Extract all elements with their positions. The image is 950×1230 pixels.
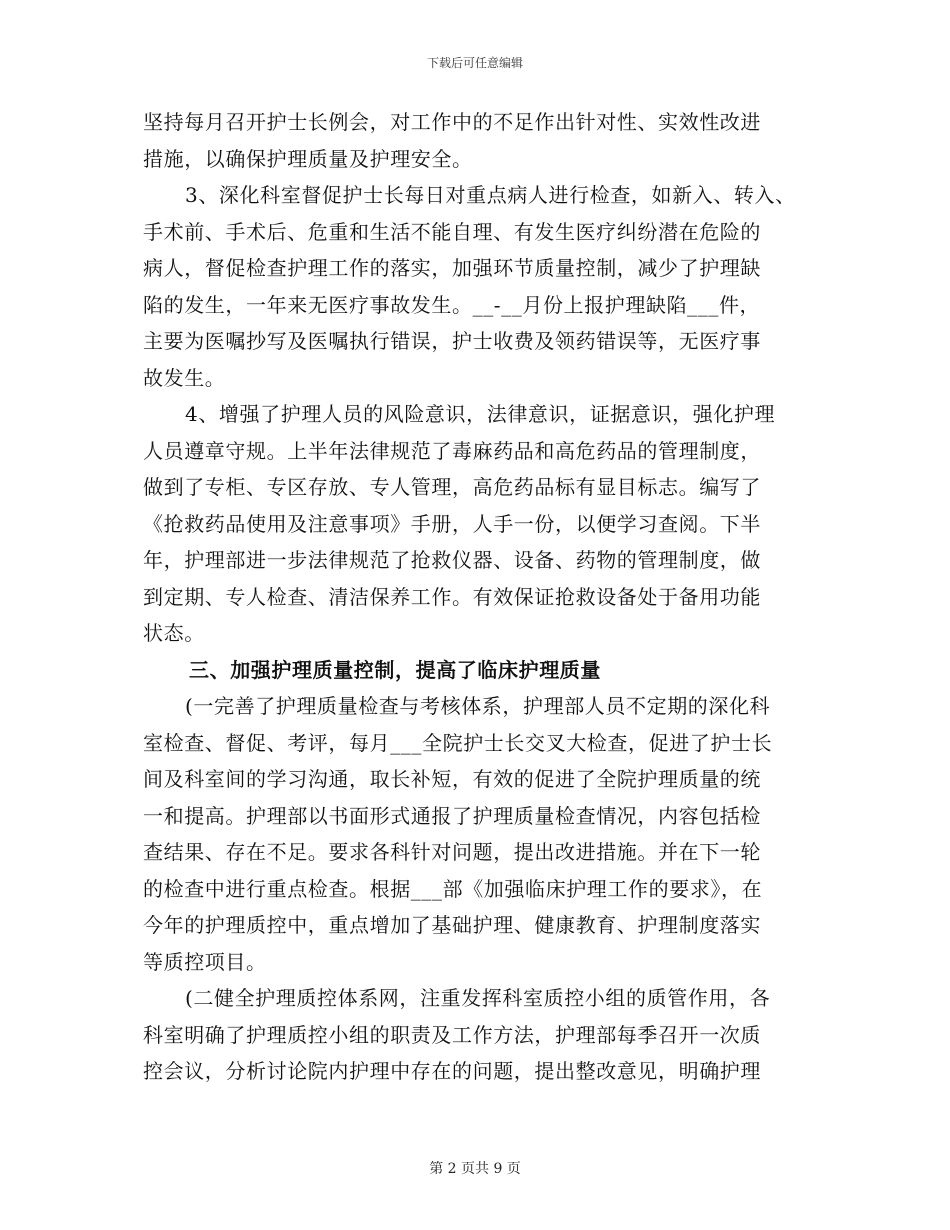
- text-line: 科室明确了护理质控小组的职责及工作方法，护理部每季召开一次质: [143, 1022, 761, 1047]
- text-line: 故发生。: [143, 365, 226, 390]
- text-line: 做到了专柜、专区存放、专人管理，高危药品标有显目标志。编写了: [143, 475, 761, 499]
- text-line: 措施，以确保护理质量及护理安全。: [143, 146, 473, 171]
- text-line: 控会议，分析讨论院内护理中存在的问题，提出整改意见，明确护理: [143, 1059, 761, 1083]
- text-line: 年，护理部进一步法律规范了抢救仪器、设备、药物的管理制度，做: [143, 548, 761, 572]
- text-line: 等质控项目。: [143, 949, 267, 974]
- section-heading: 三、加强护理质量控制，提高了临床护理质量: [189, 657, 601, 682]
- text-line: 查结果、存在不足。要求各科针对问题，提出改进措施。并在下一轮: [143, 840, 761, 864]
- text-line: 一和提高。护理部以书面形式通报了护理质量检查情况，内容包括检: [143, 803, 761, 828]
- text-line: 到定期、专人检查、清洁保养工作。有效保证抢救设备处于备用功能: [143, 584, 761, 609]
- text-line: (二健全护理质控体系网，注重发挥科室质控小组的质管作用，各: [185, 986, 771, 1010]
- text-line: 坚持每月召开护士长例会，对工作中的不足作出针对性、实效性改进: [143, 110, 761, 134]
- text-line: (一完善了护理质量检查与考核体系，护理部人员不定期的深化科: [185, 694, 771, 718]
- text-line: 间及科室间的学习沟通，取长补短，有效的促进了全院护理质量的统: [143, 767, 761, 791]
- text-line: 手术前、手术后、危重和生活不能自理、有发生医疗纠纷潜在危险的: [143, 219, 761, 244]
- text-line: 状态。: [143, 621, 205, 645]
- text-line: 的检查中进行重点检查。根据___部《加强临床护理工作的要求》，在: [143, 876, 763, 901]
- text-line: 3、深化科室督促护士长每日对重点病人进行检查，如新入、转入、: [185, 183, 796, 207]
- document-body: [143, 104, 833, 1090]
- text-line: 4、增强了护理人员的风险意识，法律意识，证据意识，强化护理: [185, 402, 776, 426]
- text-line: 室检查、督促、考评，每月___全院护士长交叉大检查，促进了护士长: [143, 730, 773, 755]
- text-line: 人员遵章守规。上半年法律规范了毒麻药品和高危药品的管理制度，: [143, 438, 761, 463]
- page-header: 下载后可任意编辑: [426, 56, 523, 70]
- text-line: 今年的护理质控中，重点增加了基础护理、健康教育、护理制度落实: [143, 913, 761, 937]
- text-line: 病人，督促检查护理工作的落实，加强环节质量控制，减少了护理缺: [143, 256, 761, 280]
- text-line: 陷的发生，一年来无医疗事故发生。__-__月份上报护理缺陷___件，: [143, 292, 761, 317]
- page-footer: 第 2 页共 9 页: [429, 1161, 521, 1177]
- text-line: 《抢救药品使用及注意事项》手册，人手一份，以便学习查阅。下半: [143, 511, 761, 536]
- text-line: 主要为医嘱抄写及医嘱执行错误，护士收费及领药错误等，无医疗事: [143, 329, 761, 353]
